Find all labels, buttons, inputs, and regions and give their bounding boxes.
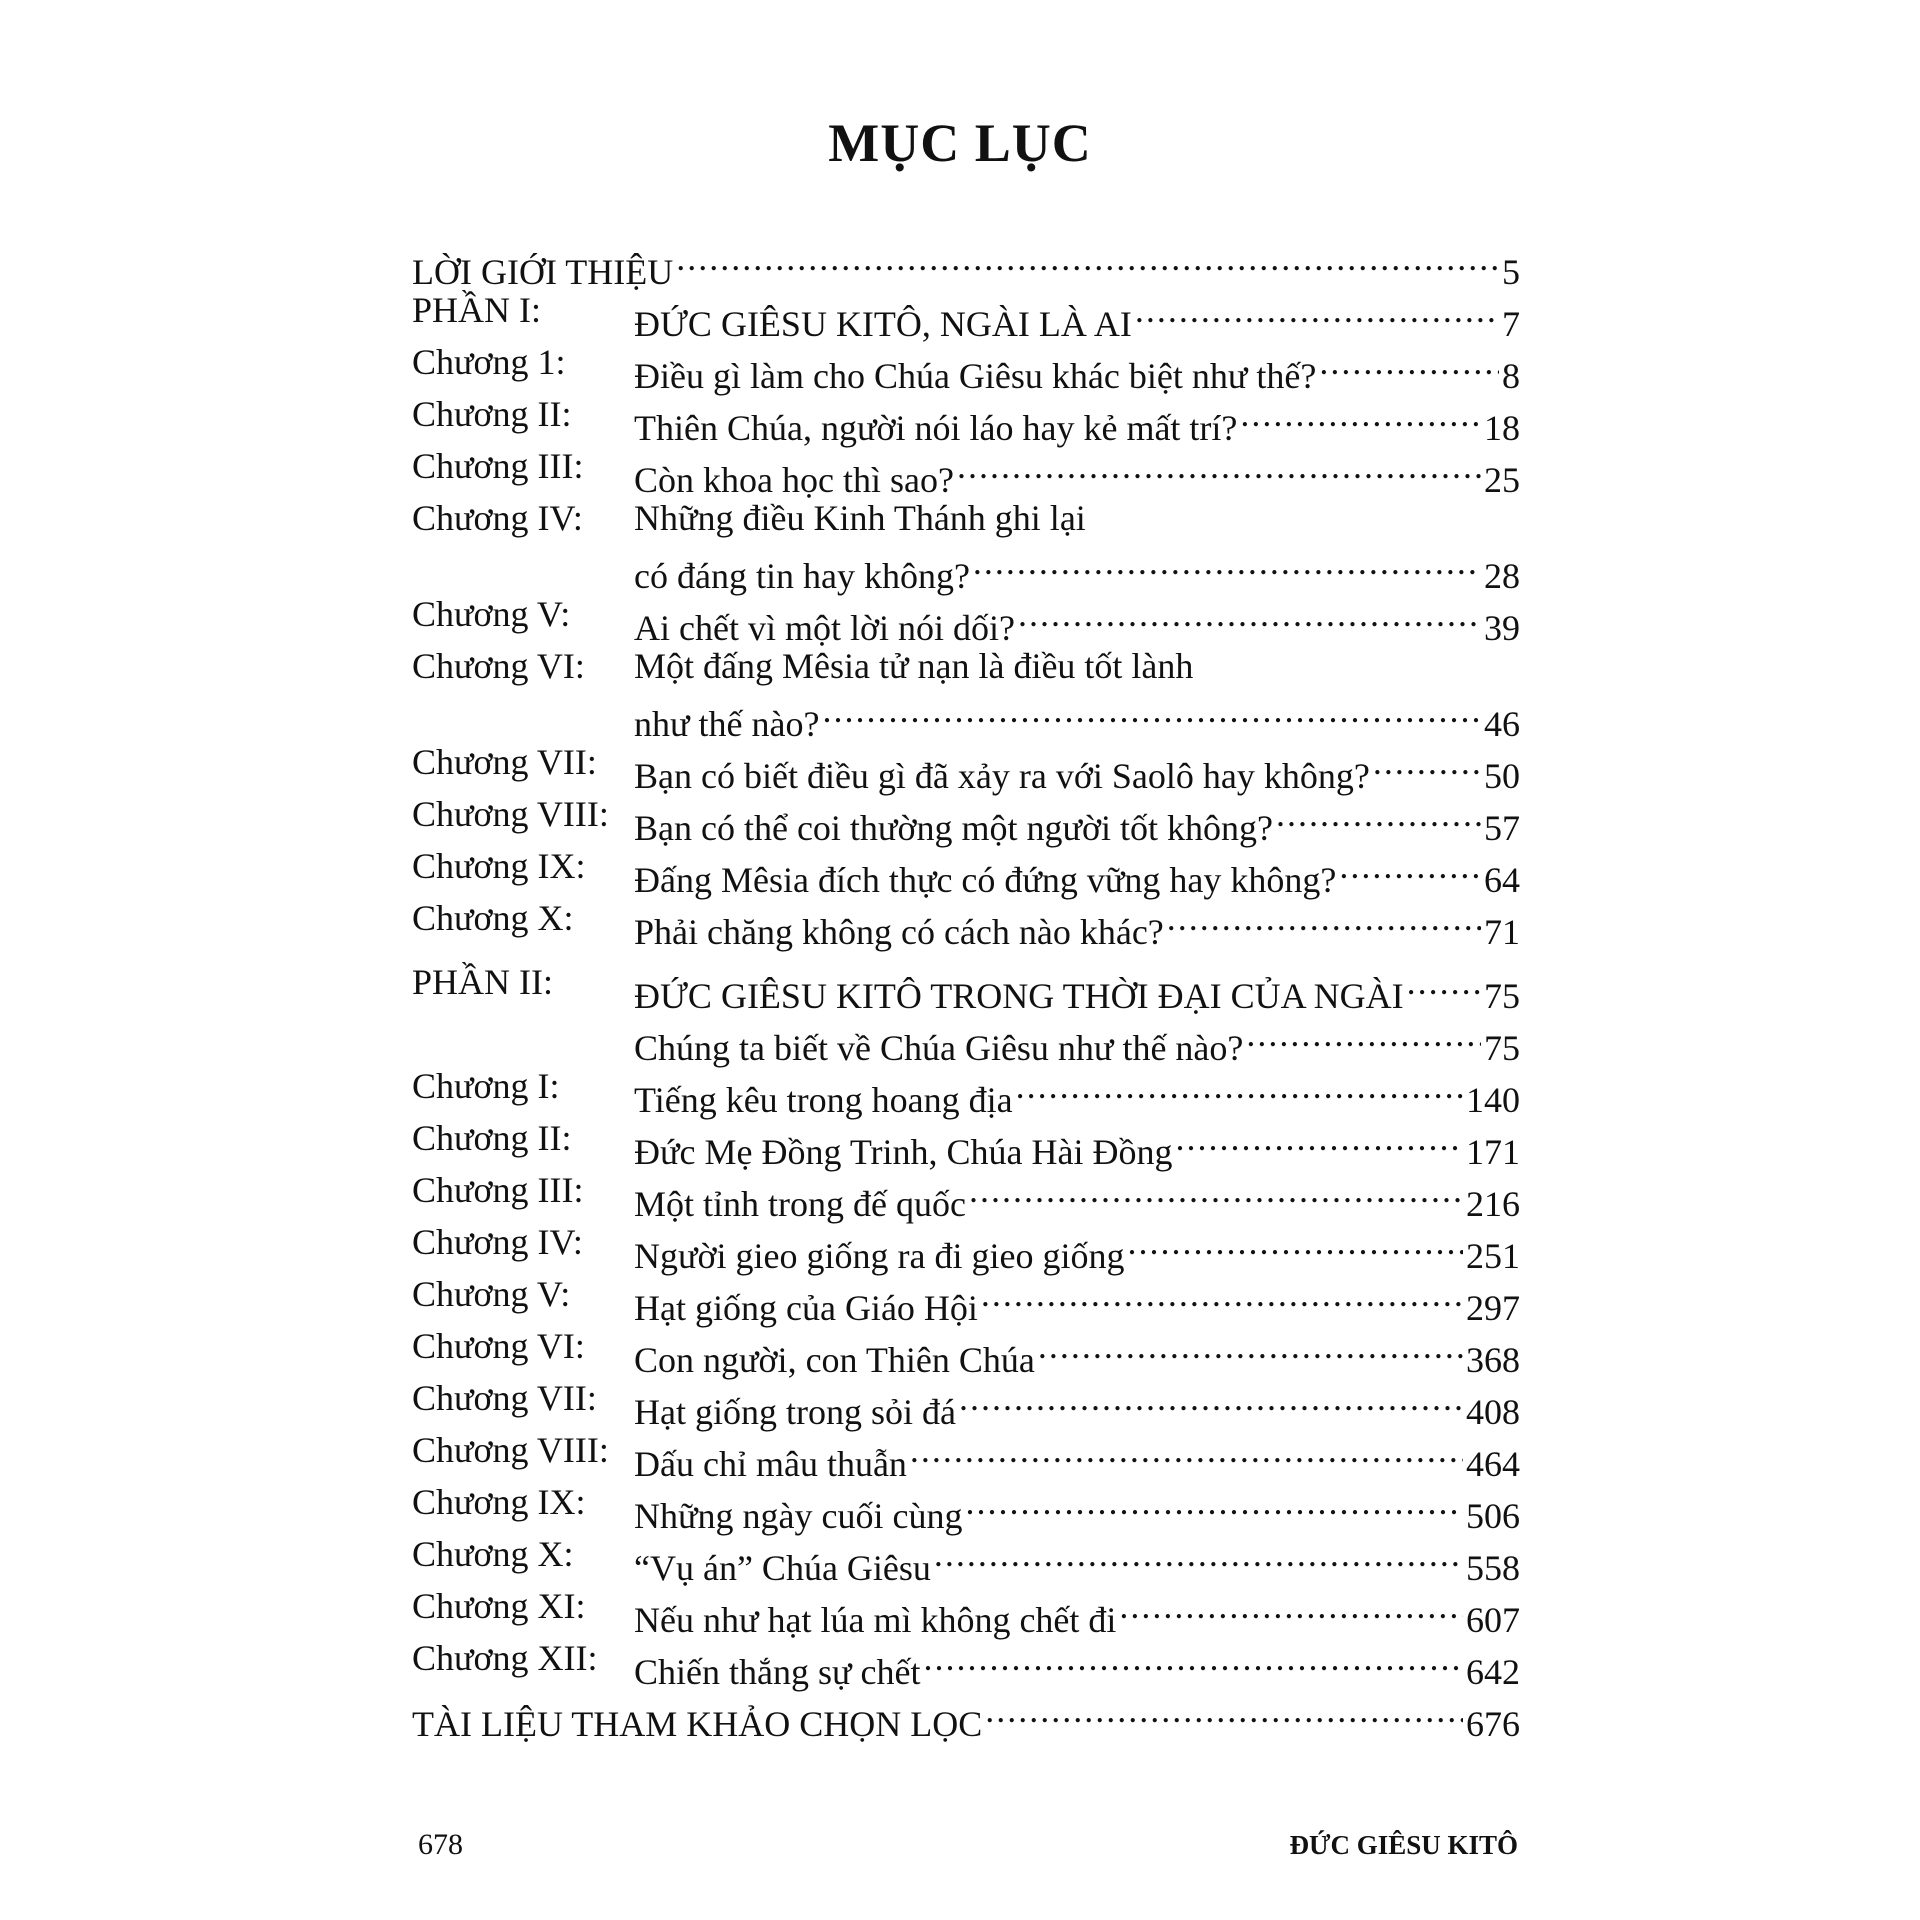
chapter-title: như thế nào? (634, 704, 820, 744)
part-subtitle: Chúng ta biết về Chúa Giêsu như thế nào? (634, 1028, 1244, 1068)
chapter-label: Chương VI: (412, 646, 585, 686)
chapter-title: Nếu như hạt lúa mì không chết đi (634, 1600, 1117, 1640)
page-number: 678 (418, 1828, 463, 1861)
chapter-page: 171 (1466, 1132, 1520, 1172)
chapter-page: 251 (1466, 1236, 1520, 1276)
chapter-label: Chương IV: (412, 1222, 583, 1262)
page-title: MỤC LỤC (828, 113, 1092, 173)
chapter-title: Ai chết vì một lời nói dối? (634, 608, 1015, 648)
chapter-label: Chương I: (412, 1066, 560, 1106)
chapter-title: Những ngày cuối cùng (634, 1496, 963, 1536)
dot-leader (1018, 588, 1481, 640)
chapter-label: Chương XII: (412, 1638, 598, 1678)
chapter-title: Bạn có biết điều gì đã xảy ra với Saolô hay không? (634, 756, 1370, 796)
chapter-page: 8 (1502, 356, 1520, 396)
dot-leader (1167, 892, 1481, 944)
chapter-label: Chương VI: (412, 1326, 585, 1366)
chapter-label: Chương XI: (412, 1586, 586, 1626)
chapter-page: 216 (1466, 1184, 1520, 1224)
dot-leader (1276, 788, 1481, 840)
toc-chapter (412, 1216, 1520, 1276)
chapter-title: Điều gì làm cho Chúa Giêsu khác biệt như thế? (634, 356, 1317, 396)
chapter-label: Chương X: (412, 898, 574, 938)
chapter-title: Đức Mẹ Đồng Trinh, Chúa Hài Đồng (634, 1132, 1173, 1172)
part-title: ĐỨC GIÊSU KITÔ TRONG THỜI ĐẠI CỦA NGÀI (634, 976, 1404, 1016)
dot-leader (1246, 1008, 1481, 1060)
chapter-page: 140 (1466, 1080, 1520, 1120)
chapter-page: 50 (1484, 756, 1520, 796)
part-page: 75 (1484, 976, 1520, 1016)
chapter-title: Con người, con Thiên Chúa (634, 1340, 1035, 1380)
toc-entry-title: TÀI LIỆU THAM KHẢO CHỌN LỌC (412, 1704, 983, 1744)
chapter-page: 642 (1466, 1652, 1520, 1692)
toc-entry-intro (412, 232, 1520, 292)
chapter-title: Phải chăng không có cách nào khác? (634, 912, 1164, 952)
chapter-label: Chương II: (412, 394, 572, 434)
chapter-page: 368 (1466, 1340, 1520, 1380)
dot-leader (985, 1684, 1463, 1736)
chapter-title: Hạt giống trong sỏi đá (634, 1392, 956, 1432)
dot-leader (969, 1164, 1463, 1216)
chapter-label: Chương V: (412, 1274, 571, 1314)
chapter-title: Tiếng kêu trong hoang địa (634, 1080, 1013, 1120)
chapter-page: 39 (1484, 608, 1520, 648)
toc-chapter (412, 1268, 1520, 1328)
chapter-title: Một tỉnh trong đế quốc (634, 1184, 966, 1224)
toc-entry-page: 5 (1502, 252, 1520, 292)
dot-leader (1339, 840, 1481, 892)
chapter-title: Chiến thắng sự chết (634, 1652, 921, 1692)
toc-chapter (412, 1164, 1520, 1224)
chapter-label: Chương III: (412, 1170, 584, 1210)
dot-leader (1038, 1320, 1463, 1372)
chapter-page: 57 (1484, 808, 1520, 848)
toc-chapter (412, 788, 1520, 848)
toc-chapter-continued (412, 536, 1520, 596)
chapter-page: 464 (1466, 1444, 1520, 1484)
dot-leader (934, 1528, 1463, 1580)
chapter-page: 607 (1466, 1600, 1520, 1640)
chapter-label: Chương II: (412, 1118, 572, 1158)
chapter-title-line1: Một đấng Mêsia tử nạn là điều tốt lành (634, 646, 1194, 686)
dot-leader (1119, 1580, 1463, 1632)
chapter-label: Chương IX: (412, 1482, 586, 1522)
toc-chapter (412, 736, 1520, 796)
chapter-page: 71 (1484, 912, 1520, 952)
toc-chapter (412, 1372, 1520, 1432)
toc-chapter (412, 440, 1520, 500)
dot-leader (1407, 956, 1481, 1008)
toc-chapter (412, 336, 1520, 396)
dot-leader (1127, 1216, 1463, 1268)
chapter-title: có đáng tin hay không? (634, 556, 970, 596)
dot-leader (981, 1268, 1463, 1320)
part-subtitle-page: 75 (1484, 1028, 1520, 1068)
chapter-label: Chương V: (412, 594, 571, 634)
dot-leader (1176, 1112, 1463, 1164)
toc-chapter (412, 1528, 1520, 1588)
chapter-page: 558 (1466, 1548, 1520, 1588)
toc-chapter (412, 1060, 1520, 1120)
toc-entry-page: 676 (1466, 1704, 1520, 1744)
chapter-title: “Vụ án” Chúa Giêsu (634, 1548, 931, 1588)
chapter-label: Chương IV: (412, 498, 583, 538)
chapter-page: 25 (1484, 460, 1520, 500)
chapter-title: Thiên Chúa, người nói láo hay kẻ mất trí? (634, 408, 1238, 448)
toc-chapter (412, 892, 1520, 952)
running-title: ĐỨC GIÊSU KITÔ (1289, 1830, 1518, 1860)
chapter-title: Còn khoa học thì sao? (634, 460, 954, 500)
chapter-title: Bạn có thể coi thường một người tốt không? (634, 808, 1274, 848)
dot-leader (965, 1476, 1463, 1528)
chapter-label: Chương 1: (412, 342, 566, 382)
chapter-label: Chương VIII: (412, 1430, 609, 1470)
dot-leader (1373, 736, 1481, 788)
chapter-title: Đấng Mêsia đích thực có đứng vững hay không? (634, 860, 1337, 900)
toc-entry-references (412, 1684, 1520, 1744)
chapter-page: 506 (1466, 1496, 1520, 1536)
chapter-title: Dấu chỉ mâu thuẫn (634, 1444, 907, 1484)
toc-chapter (412, 388, 1520, 448)
chapter-page: 18 (1484, 408, 1520, 448)
toc-chapter (412, 1320, 1520, 1380)
chapter-page: 408 (1466, 1392, 1520, 1432)
dot-leader (1135, 284, 1499, 336)
chapter-title-line1: Những điều Kinh Thánh ghi lại (634, 498, 1086, 538)
toc-chapter (412, 840, 1520, 900)
dot-leader (822, 684, 1481, 736)
part-page: 7 (1502, 304, 1520, 344)
chapter-page: 28 (1484, 556, 1520, 596)
toc-chapter-continued (412, 684, 1520, 744)
dot-leader (959, 1372, 1463, 1424)
chapter-label: Chương IX: (412, 846, 586, 886)
chapter-title: Hạt giống của Giáo Hội (634, 1288, 978, 1328)
chapter-label: Chương X: (412, 1534, 574, 1574)
toc-part-2 (412, 956, 1520, 1016)
toc-part-2-subtitle (412, 1008, 1520, 1068)
toc-chapter (412, 1424, 1520, 1484)
toc-chapter (412, 1632, 1520, 1692)
toc-chapter (412, 1476, 1520, 1536)
chapter-label: Chương III: (412, 446, 584, 486)
toc-chapter (412, 588, 1520, 648)
dot-leader (1240, 388, 1481, 440)
chapter-label: Chương VII: (412, 1378, 597, 1418)
part-label: PHẦN II: (412, 962, 553, 1002)
chapter-title: Người gieo giống ra đi gieo giống (634, 1236, 1125, 1276)
toc-chapter (412, 1112, 1520, 1172)
chapter-page: 297 (1466, 1288, 1520, 1328)
chapter-label: Chương VIII: (412, 794, 609, 834)
part-title: ĐỨC GIÊSU KITÔ, NGÀI LÀ AI (634, 304, 1132, 344)
dot-leader (973, 536, 1481, 588)
part-label: PHẦN I: (412, 290, 542, 330)
dot-leader (910, 1424, 1463, 1476)
chapter-page: 46 (1484, 704, 1520, 744)
chapter-page: 64 (1484, 860, 1520, 900)
dot-leader (923, 1632, 1463, 1684)
toc-part-1 (412, 284, 1520, 344)
dot-leader (676, 232, 1499, 284)
dot-leader (957, 440, 1481, 492)
dot-leader (1319, 336, 1499, 388)
dot-leader (1016, 1060, 1463, 1112)
toc-entry-title: LỜI GIỚI THIỆU (412, 252, 674, 292)
toc-chapter (412, 1580, 1520, 1640)
chapter-label: Chương VII: (412, 742, 597, 782)
